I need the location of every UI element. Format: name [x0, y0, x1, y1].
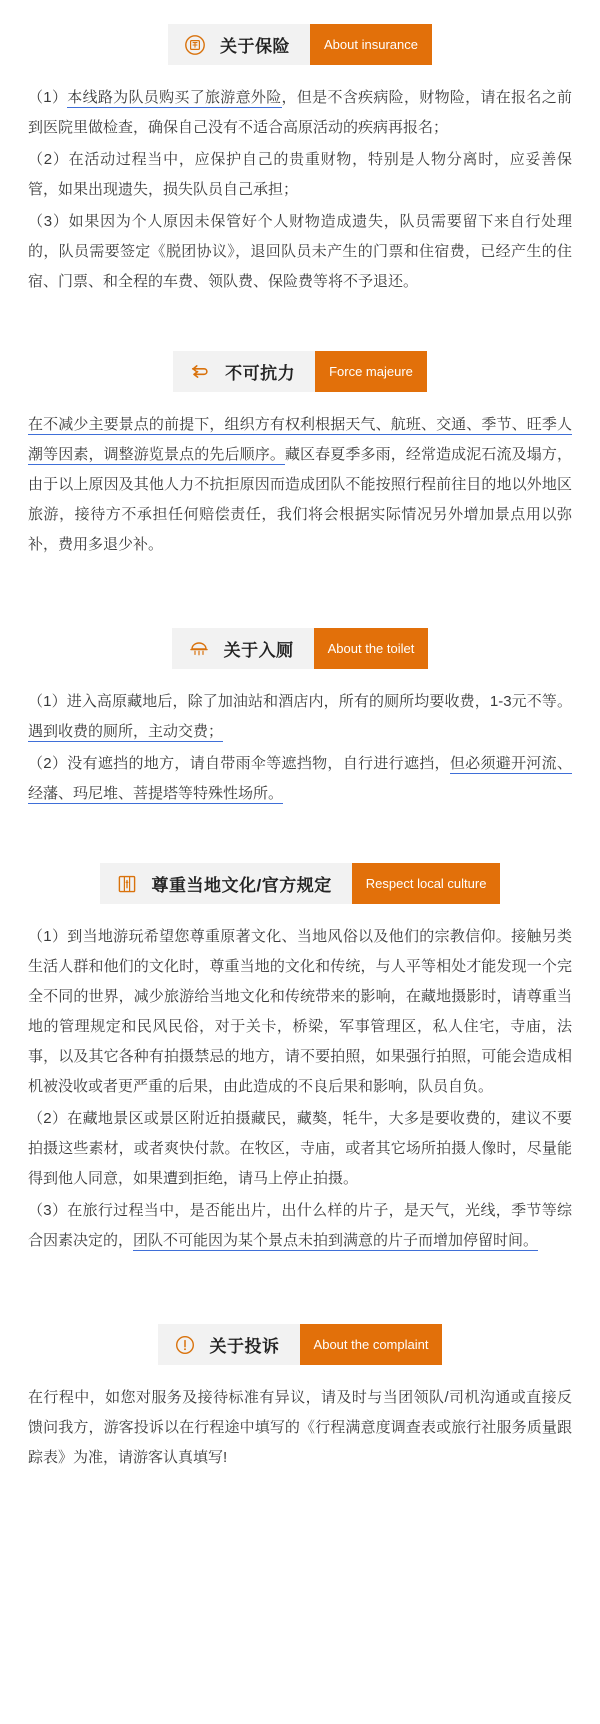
- paragraph-index: （1）: [28, 928, 68, 945]
- paragraph-index: （2）: [28, 151, 69, 168]
- insurance-seal-icon: [184, 34, 206, 56]
- heading-title-cn: 不可抗力: [225, 364, 296, 383]
- toilet-icon: [188, 638, 210, 660]
- heading-title-en: Force majeure: [315, 351, 427, 392]
- text-run: 在藏地景区或景区附近拍摄藏民，藏獒，牦牛，大多是要收费的，建议不要拍摄这些素材，或者爽快付款。在牧区，寺庙，或者其它场所拍摄人像时，尽量能得到他人同意，如果遭到拒绝，请马上停止拍摄。: [28, 1110, 572, 1187]
- text-run-underlined: 团队不可能因为某个景点未拍到满意的片子而增加停留时间。: [133, 1232, 539, 1249]
- paragraph-index: （3）: [28, 1202, 68, 1219]
- heading-cn-block: [173, 351, 315, 392]
- book-temple-icon: [116, 873, 138, 895]
- text-run-underlined: 在不减少主要景点的前提下，: [28, 416, 225, 433]
- heading-title-cn: 关于保险: [220, 37, 291, 56]
- paragraph: [28, 410, 572, 560]
- text-run: 到当地游玩希望您尊重原著文化、当地风俗以及他们的宗教信仰。接触另类生活人群和他们的文化时，尊重当地的文化和传统，与人平等相处才能发现一个完全不同的世界，减少旅游给当地文化和传统带来的影响，在藏地摄影时，请尊重当地的管理规定和民风民俗，对于关卡，桥梁，军事管理区，私人住宅，寺庙，法事，以及其它各种有拍摄禁忌的地方，请不要拍照，如果强行拍照，可能会造成相机被没收或者更严重的后果，由此造成的不良后果和影响，队员自负。: [28, 928, 572, 1095]
- heading-title-en: Respect local culture: [352, 863, 501, 904]
- heading-title-en: About insurance: [310, 24, 432, 65]
- paragraph: [28, 145, 572, 205]
- exclamation-circle-icon: [174, 1334, 196, 1356]
- heading-title-cn: 关于入厕: [223, 641, 294, 660]
- section-spacer: [28, 1473, 572, 1499]
- paragraph-index: （2）: [28, 1110, 68, 1127]
- section-local-culture: [0, 839, 600, 1296]
- text-run: ，但是不含疾病险，财物险，请在报名之前到医院里做检查，确保自己没有不适合高原活动的疾病再报名；: [28, 89, 572, 136]
- text-run-underlined: 但必须避开河流、经藩、玛尼堆、菩提塔等特殊性场所。: [28, 755, 572, 802]
- text-run-underlined: 遇到收费的厕所，主动交费；: [28, 723, 224, 740]
- paragraph-index: （3）: [28, 213, 69, 230]
- section-spacer: [28, 1256, 572, 1296]
- section-force-majeure: [0, 327, 600, 600]
- section-heading-toilet: [28, 604, 572, 687]
- section-heading-complaint: [28, 1300, 572, 1383]
- paragraph-index: （2）: [28, 755, 68, 772]
- section-spacer: [28, 560, 572, 600]
- paragraph: [28, 207, 572, 297]
- text-run-underlined: 本线路为队员购买了旅游意外险: [67, 89, 282, 106]
- section-insurance: [0, 0, 600, 323]
- heading-title-en: About the complaint: [300, 1324, 443, 1365]
- text-run: 在活动过程当中，应保护自己的贵重财物，特别是人物分离时，应妥善保管，如果出现遗失，损失队员自己承担；: [28, 151, 572, 198]
- section-spacer: [28, 297, 572, 323]
- heading-cn-block: [158, 1324, 300, 1365]
- section-complaint: [0, 1300, 600, 1499]
- heading-title-en: About the toilet: [314, 628, 429, 669]
- section-heading-force-majeure: [28, 327, 572, 410]
- section-heading-local-culture: [28, 839, 572, 922]
- heading-title-cn: 关于投诉: [209, 1337, 280, 1356]
- paragraph: [28, 1196, 572, 1256]
- heading-cn-block: [172, 628, 314, 669]
- section-spacer: [28, 809, 572, 835]
- text-run: 藏区春夏季多雨，经常造成泥石流及塌方，由于以上原因及其他人力不抗拒原因而造成团队不能按照行程前往目的地以外地区旅游，接待方不承担任何赔偿责任，我们将会根据实际情况另外增加景点用以弥补，费用多退少补。: [28, 446, 572, 553]
- text-run-underlined: 组织方有权利根据天气、航班、交通、季节、旺季人潮等因素，调整游览景点的先后顺序。: [28, 416, 572, 463]
- paragraph: [28, 749, 572, 809]
- paragraph: [28, 922, 572, 1102]
- text-run: 如果因为个人原因未保管好个人财物造成遗失，队员需要留下来自行处理的，队员需要签定《脱团协议》，退回队员未产生的门票和住宿费，已经产生的住宿、门票、和全程的车费、领队费、保险费等将不予退还。: [28, 213, 572, 290]
- paragraph-index: （1）: [28, 89, 68, 106]
- paragraph: [28, 687, 572, 747]
- text-run: 在行程中，如您对服务及接待标准有异议，请及时与当团领队/司机沟通或直接反馈问我方，游客投诉以在行程途中填写的《行程满意度调查表或旅行社服务质量跟踪表》为准，请游客认真填写!: [28, 1389, 572, 1466]
- heading-cn-block: [168, 24, 310, 65]
- paragraph-index: （1）: [28, 693, 67, 710]
- paragraph: [28, 83, 572, 143]
- section-heading-insurance: [28, 0, 572, 83]
- paragraph: [28, 1383, 572, 1473]
- text-run: 在旅行过程当中，是否能出片，出什么样的片子，是天气，光线，季节等综合因素决定的，: [28, 1202, 572, 1249]
- heading-title-cn: 尊重当地文化/官方规定: [151, 876, 332, 895]
- section-toilet: [0, 604, 600, 835]
- text-run: 没有遮挡的地方，请自带雨伞等遮挡物，自行进行遮挡，: [67, 755, 450, 772]
- exchange-arrows-icon: [189, 361, 211, 383]
- heading-cn-block: [100, 863, 352, 904]
- text-run: 进入高原藏地后，除了加油站和酒店内，所有的厕所均要收费，1-3元不等。: [66, 693, 572, 710]
- paragraph: [28, 1104, 572, 1194]
